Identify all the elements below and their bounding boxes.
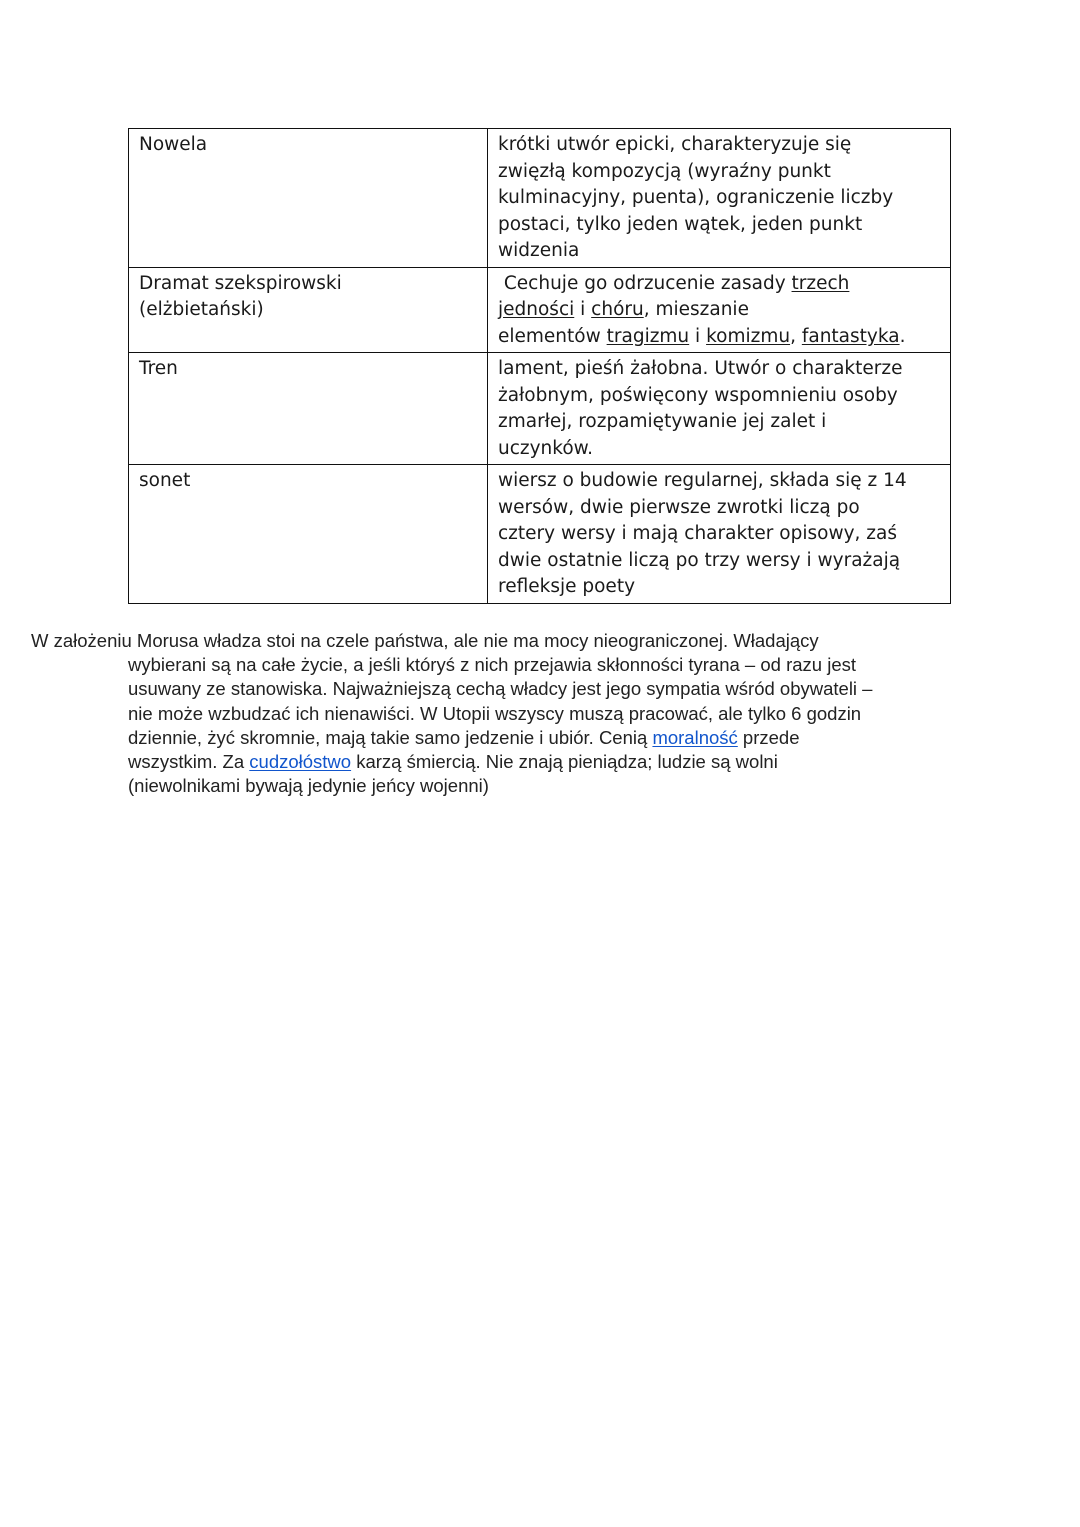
paragraph-line: [31, 750, 911, 774]
term-tren: Tren: [139, 358, 178, 379]
definition-text: , mieszanie: [643, 299, 749, 320]
definition-line: wiersz o budowie regularnej, składa się z 14: [498, 470, 907, 491]
definition-line: uczynków.: [498, 437, 593, 459]
definition-line: żałobnym, poświęcony wspomnieniu osoby: [498, 384, 898, 406]
definition-cell: [488, 465, 951, 604]
definition-line: lament, pieśń żałobna. Utwór o charakterze: [498, 358, 903, 379]
table-row: [129, 129, 951, 268]
term-dramat-line: (elżbietański): [139, 299, 264, 320]
table-row: [129, 353, 951, 465]
definition-text: elementów: [498, 325, 607, 347]
definition-cell: [488, 353, 951, 465]
table-row: [129, 465, 951, 604]
definition-text: .: [899, 325, 906, 347]
link-cudzolostwo[interactable]: cudzołóstwo: [249, 751, 352, 773]
definition-line: widzenia: [498, 240, 580, 261]
definition-cell: [488, 267, 951, 353]
definition-line: zmarłej, rozpamiętywanie jej zalet i: [498, 411, 827, 432]
term-dramat-line: Dramat szekspirowski: [139, 272, 342, 294]
link-jednosci[interactable]: jedności: [498, 299, 575, 320]
paragraph-line: W założeniu Morusa władza stoi na czele państwa, ale nie ma mocy nieograniczonej. Władający: [31, 630, 819, 651]
paragraph-line: [31, 726, 911, 750]
definition-text: i: [689, 325, 707, 347]
paragraph-text: karzą śmiercią. Nie znają pieniądza; ludzie są wolni: [351, 751, 778, 773]
link-tragizmu[interactable]: tragizmu: [606, 325, 690, 347]
definition-line: dwie ostatnie liczą po trzy wersy i wyrażają: [498, 549, 901, 571]
definition-line: refleksje poety: [498, 576, 636, 597]
paragraph-text: dziennie, żyć skromnie, mają takie samo jedzenie i ubiór. Cenią: [128, 726, 653, 748]
definition-text: ,: [790, 325, 802, 347]
definition-line: wersów, dwie pierwsze zwrotki liczą po: [498, 496, 860, 518]
link-fantastyka[interactable]: fantastyka: [801, 325, 900, 347]
definition-text: i: [574, 299, 592, 320]
definition-line: krótki utwór epicki, charakteryzuje się: [498, 134, 852, 155]
term-cell: [129, 465, 488, 604]
paragraph-line: wybierani są na całe życie, a jeśli któryś z nich przejawia skłonności tyrana – od razu jest: [128, 654, 856, 676]
definition-line: cztery wersy i mają charakter opisowy, zaś: [498, 523, 897, 544]
link-choru[interactable]: chóru: [591, 299, 644, 320]
paragraph-line: usuwany ze stanowiska. Najważniejszą cechą władcy jest jego sympatia wśród obywateli –: [128, 678, 873, 700]
term-cell: [129, 353, 488, 465]
definition-line: zwięzłą kompozycją (wyraźny punkt: [498, 160, 831, 182]
definition-line: postaci, tylko jeden wątek, jeden punkt: [498, 213, 863, 235]
paragraph-line: (niewolnikami bywają jedynie jeńcy wojenni): [128, 775, 489, 797]
paragraph-text: przede: [737, 726, 800, 748]
table-row: [129, 267, 951, 353]
definition-cell: [488, 129, 951, 268]
link-trzech[interactable]: trzech: [791, 272, 850, 294]
paragraph-line: nie może wzbudzać ich nienawiści. W Utopii wszyscy muszą pracować, ale tylko 6 godzin: [128, 702, 862, 724]
link-moralnosc[interactable]: moralność: [652, 726, 738, 748]
term-sonet: sonet: [139, 470, 191, 491]
term-cell: [129, 129, 488, 268]
link-komizmu[interactable]: komizmu: [706, 325, 791, 347]
term-cell: [129, 267, 488, 353]
definition-line: kulminacyjny, puenta), ograniczenie liczby: [498, 187, 894, 208]
paragraph-text: wszystkim. Za: [128, 751, 250, 773]
literary-terms-table: [128, 128, 951, 604]
term-nowela: Nowela: [139, 134, 208, 155]
utopia-paragraph: [31, 629, 911, 798]
definition-text: Cechuje go odrzucenie zasady: [498, 272, 792, 294]
